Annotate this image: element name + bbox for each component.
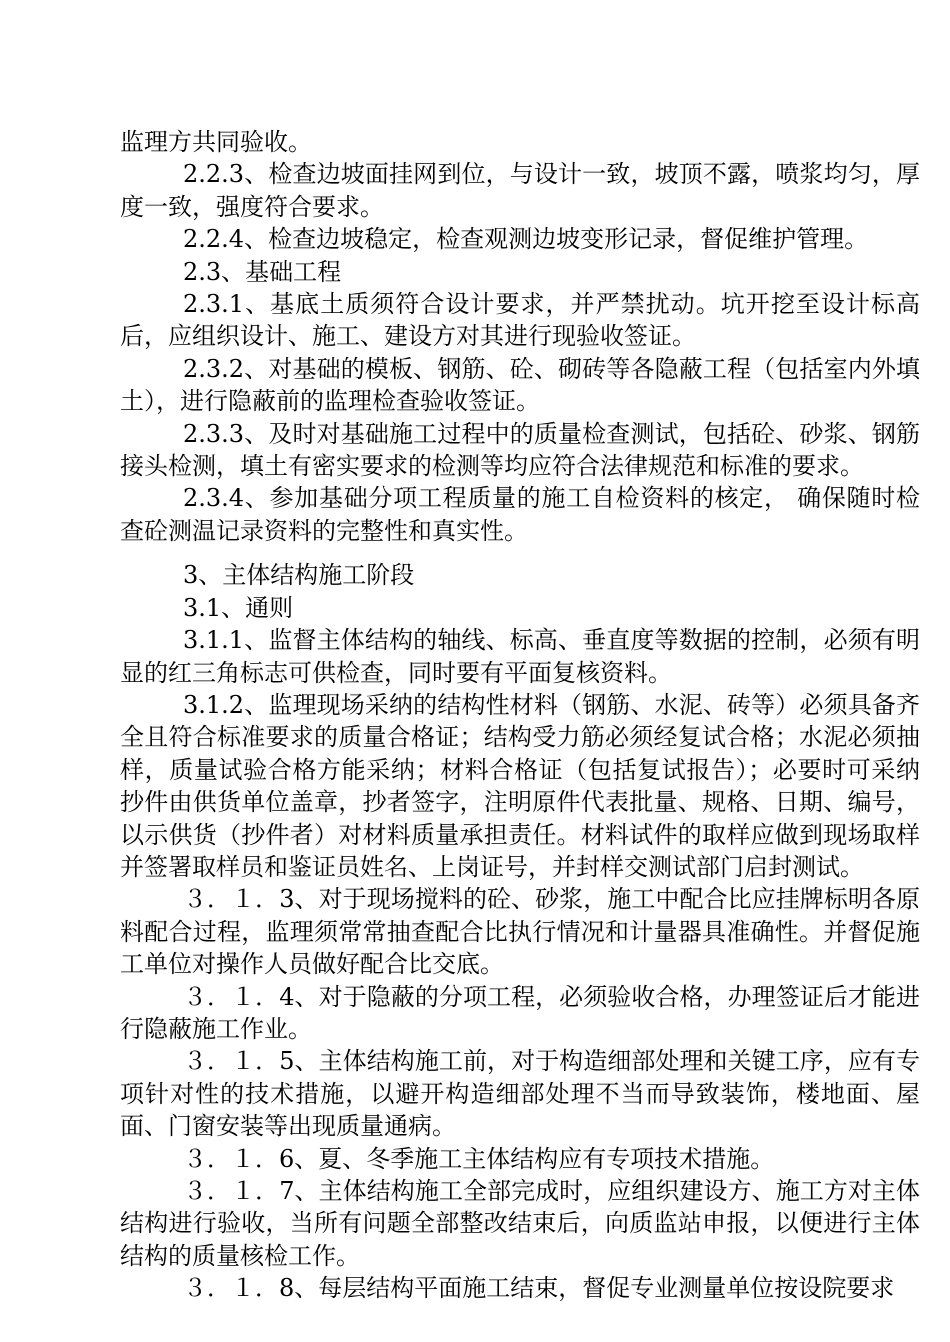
paragraph-3-1-8: ３．１．8、每层结构平面施工结束，督促专业测量单位按设院要求 (183, 1274, 895, 1303)
paragraph-3-1-4: ３．１．4、对于隐蔽的分项工程，必须验收合格，办理签证后才能进行隐蔽施工作业。 (120, 982, 920, 1043)
heading-3: 3、主体结构施工阶段 (183, 561, 415, 590)
heading-2-3: 2.3、基础工程 (183, 257, 342, 286)
paragraph-2-2-3: 2.2.3、检查边坡面挂网到位，与设计一致，坡顶不露，喷浆均匀，厚度一致，强度符合要求。 (120, 160, 920, 221)
paragraph-3-1-2: 3.1.2、监理现场采纳的结构性材料（钢筋、水泥、砖等）必须具备齐全且符合标准要求的质量合格证；结构受力筋必须经复试合格；水泥必须抽样，质量试验合格方能采纳；材料合格证（包括复试报告）；必要时可采纳抄件由供货单位盖章，抄者签字，注明原件代表批量、规格、日期、编号，以示供货（抄件者）对材料质量承担责任。材料试件的取样应做到现场取样并签署取样员和鉴证员姓名、上岗证号，并封样交测试部门启封测试。 (120, 690, 920, 881)
document-body (120, 126, 920, 1305)
paragraph-2-3-1: 2.3.1、基底土质须符合设计要求，并严禁扰动。坑开挖至设计标高后，应组织设计、施工、建设方对其进行现验收签证。 (120, 290, 920, 351)
paragraph-2-3-3: 2.3.3、及时对基础施工过程中的质量检查测试，包括砼、砂浆、钢筋接头检测，填土有密实要求的检测等均应符合法律规范和标准的要求。 (120, 419, 920, 481)
paragraph-3-1-6: ３．１．6、夏、冬季施工主体结构应有专项技术措施。 (183, 1144, 775, 1173)
paragraph-3-1-3: ３．１．3、对于现场搅料的砼、砂浆，施工中配合比应挂牌标明各原料配合过程，监理须常常抽查配合比执行情况和计量器具准确性。并督促施工单位对操作人员做好配合比交底。 (120, 885, 920, 979)
paragraph-2-3-2: 2.3.2、对基础的模板、钢筋、砼、砌砖等各隐蔽工程（包括室内外填土），进行隐蔽前的监理检查验收签证。 (120, 354, 920, 416)
paragraph-continuation: 监理方共同验收。 (120, 128, 312, 156)
paragraph-3-1-7: ３．１．7、主体结构施工全部完成时，应组织建设方、施工方对主体结构进行验收，当所有问题全部整改结束后，向质监站申报，以便进行主体结构的质量核检工作。 (120, 1177, 920, 1270)
paragraph-3-1-5: ３．１．5、主体结构施工前，对于构造细部处理和关键工序，应有专项针对性的技术措施，以避开构造细部处理不当而导致装饰，楼地面、屋面、门窗安装等出现质量通病。 (120, 1047, 920, 1141)
paragraph-3-1-1: 3.1.1、监督主体结构的轴线、标高、垂直度等数据的控制，必须有明显的红三角标志可供检查，同时要有平面复核资料。 (120, 626, 920, 687)
paragraph-2-2-4: 2.2.4、检查边坡稳定，检查观测边坡变形记录，督促维护管理。 (183, 225, 869, 254)
paragraph-2-3-4: 2.3.4、参加基础分项工程质量的施工自检资料的核定， 确保随时检查砼测温记录资料的完整性和真实性。 (120, 484, 920, 545)
heading-3-1: 3.1、通则 (183, 593, 294, 622)
